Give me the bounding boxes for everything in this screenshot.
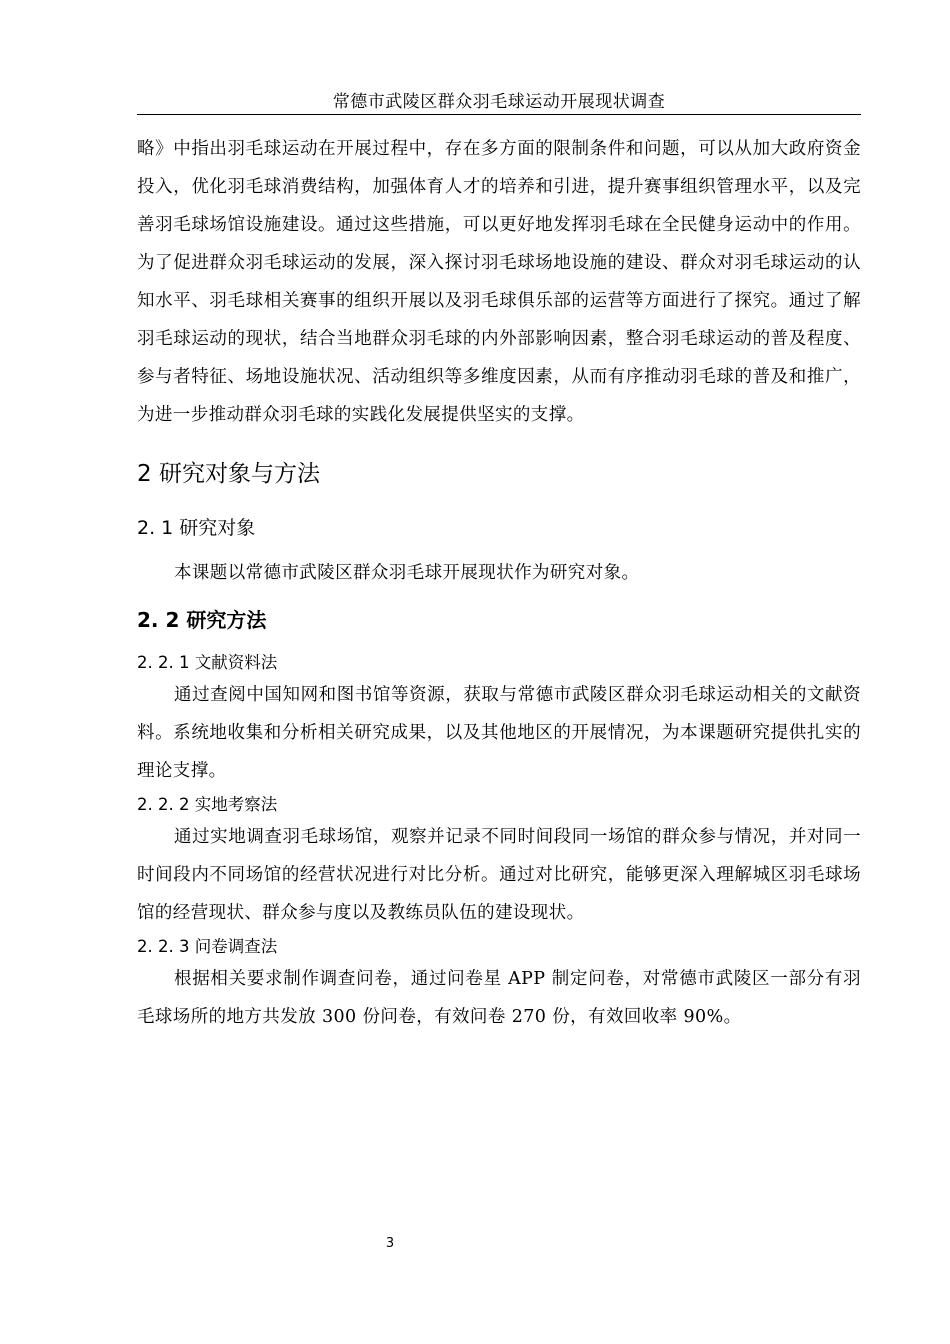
page-body — [137, 130, 861, 1036]
section-2-2-1-paragraph: 通过查阅中国知网和图书馆等资源，获取与常德市武陵区群众羽毛球运动相关的文献资料。系统地收集和分析相关研究成果，以及其他地区的开展情况，为本课题研究提供扎实的理论支撑。 — [137, 685, 861, 781]
header-rule — [137, 114, 861, 115]
section-heading-2-2-2: 2. 2. 2 实地考察法 — [137, 795, 278, 814]
section-2-1-paragraph: 本课题以常德市武陵区群众羽毛球开展现状作为研究对象。 — [174, 563, 640, 583]
section-heading-2-2: 2. 2 研究方法 — [137, 608, 267, 632]
section-heading-2-2-3: 2. 2. 3 问卷调查法 — [137, 937, 278, 956]
running-header: 常德市武陵区群众羽毛球运动开展现状调查 — [332, 92, 666, 112]
intro-paragraph: 略》中指出羽毛球运动在开展过程中，存在多方面的限制条件和问题，可以从加大政府资金投入，优化羽毛球消费结构，加强体育人才的培养和引进，提升赛事组织管理水平，以及完善羽毛球场馆设施建设。通过这些措施，可以更好地发挥羽毛球在全民健身运动中的作用。为了促进群众羽毛球运动的发展，深入探讨羽毛球场地设施的建设、群众对羽毛球运动的认知水平、羽毛球相关赛事的组织开展以及羽毛球俱乐部的运营等方面进行了探究。通过了解羽毛球运动的现状，结合当地群众羽毛球的内外部影响因素，整合羽毛球运动的普及程度、参与者特征、场地设施状况、活动组织等多维度因素，从而有序推动羽毛球的普及和推广，为进一步推动群众羽毛球的实践化发展提供坚实的支撑。 — [137, 139, 861, 425]
page-number: 3 — [385, 1236, 395, 1251]
section-2-2-2-paragraph: 通过实地调查羽毛球场馆，观察并记录不同时间段同一场馆的群众参与情况，并对同一时间段内不同场馆的经营状况进行对比分析。通过对比研究，能够更深入理解城区羽毛球场馆的经营现状、群众参与度以及教练员队伍的建设现状。 — [137, 827, 861, 923]
section-heading-2: 2 研究对象与方法 — [137, 461, 320, 487]
section-heading-2-1: 2. 1 研究对象 — [137, 517, 256, 539]
section-heading-2-2-1: 2. 2. 1 文献资料法 — [137, 653, 278, 672]
section-2-2-3-paragraph: 根据相关要求制作调查问卷，通过问卷星 APP 制定问卷，对常德市武陵区一部分有羽毛球场所的地方共发放 300 份问卷，有效问卷 270 份，有效回收率 90%。 — [137, 969, 861, 1027]
